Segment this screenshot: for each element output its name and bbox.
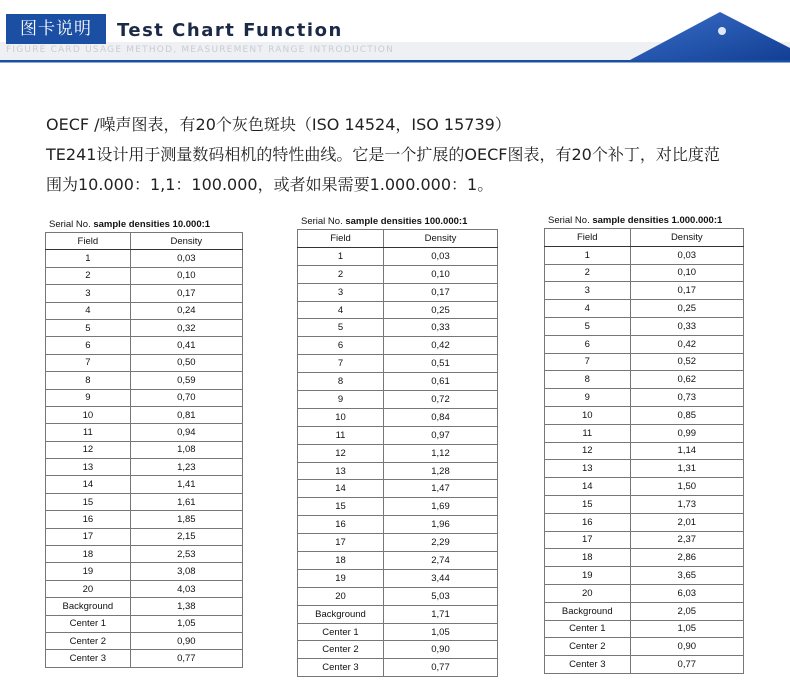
table-row [298,516,498,534]
density-cell: 0,70 [130,389,242,406]
field-cell: 20 [298,587,384,605]
field-cell: 4 [298,301,384,319]
table-row [46,372,243,389]
density-cell: 1,85 [130,511,242,528]
table-row [545,406,744,424]
density-cell: 2,74 [384,552,498,570]
field-cell: 17 [298,534,384,552]
density-cell: 1,96 [384,516,498,534]
field-cell: 5 [298,319,384,337]
table-row [545,531,744,549]
field-cell: 9 [46,389,131,406]
field-cell: 17 [46,528,131,545]
density-table [544,228,744,674]
density-cell: 0,17 [130,285,242,302]
field-cell: Center 2 [298,641,384,659]
table-row [298,391,498,409]
field-cell: 13 [545,460,631,478]
density-cell: 0,61 [384,373,498,391]
density-table-2 [297,215,498,677]
density-cell: 3,44 [384,569,498,587]
density-cell: 0,90 [630,638,743,656]
caption-prefix: Serial No. [301,216,346,227]
table-row [298,301,498,319]
density-cell: 1,41 [130,476,242,493]
field-cell: Center 3 [545,656,631,674]
field-cell: 3 [545,282,631,300]
density-cell: 1,61 [130,493,242,510]
density-cell: 1,05 [130,615,242,632]
caption-prefix: Serial No. [548,215,593,226]
density-cell: 0,77 [130,650,242,667]
density-cell: 1,73 [630,495,743,513]
field-cell: 3 [46,285,131,302]
table-caption [45,218,243,232]
density-cell: 3,08 [130,563,242,580]
table-row [46,528,243,545]
intro-line-3: 围为10.000：1,1：100.000，或者如果需要1.000.000：1。 [46,175,494,194]
field-cell: Center 3 [46,650,131,667]
field-cell: 17 [545,531,631,549]
table-row [545,246,744,264]
density-cell: 0,10 [130,267,242,284]
table-row [298,247,498,265]
density-cell: 0,03 [130,250,242,267]
density-cell: 1,23 [130,459,242,476]
field-cell: 9 [298,391,384,409]
field-cell: 20 [46,580,131,597]
field-cell: Background [46,598,131,615]
density-table-3 [544,214,744,674]
table-row [46,441,243,458]
column-header-density: Density [630,229,743,247]
table-row [545,389,744,407]
field-cell: 19 [46,563,131,580]
density-cell: 0,90 [130,632,242,649]
density-cell: 0,17 [630,282,743,300]
column-header-field: Field [545,229,631,247]
field-cell: 5 [46,319,131,336]
density-cell: 1,08 [130,441,242,458]
table-row [46,598,243,615]
table-row [545,371,744,389]
table-row [46,354,243,371]
density-cell: 0,42 [384,337,498,355]
density-cell: 0,33 [384,319,498,337]
density-cell: 1,12 [384,444,498,462]
field-cell: 2 [298,265,384,283]
table-row [545,478,744,496]
field-cell: 14 [46,476,131,493]
field-cell: 13 [46,459,131,476]
density-table [297,229,498,677]
density-cell: 0,73 [630,389,743,407]
density-cell: 6,03 [630,584,743,602]
field-cell: 14 [545,478,631,496]
density-cell: 0,03 [384,247,498,265]
field-cell: 6 [298,337,384,355]
table-row [298,426,498,444]
table-row [46,424,243,441]
field-cell: 1 [545,246,631,264]
field-cell: 18 [545,549,631,567]
intro-line-1: OECF /噪声图表，有20个灰色斑块（ISO 14524，ISO 15739） [46,115,511,134]
field-cell: 8 [545,371,631,389]
density-cell: 0,90 [384,641,498,659]
table-row [545,549,744,567]
density-cell: 0,03 [630,246,743,264]
density-cell: 0,10 [630,264,743,282]
density-cell: 0,10 [384,265,498,283]
table-row [298,605,498,623]
table-row [298,462,498,480]
header-banner [0,0,790,92]
table-row [545,282,744,300]
field-cell: 10 [545,406,631,424]
density-cell: 0,50 [130,354,242,371]
density-cell: 2,01 [630,513,743,531]
density-cell: 4,03 [130,580,242,597]
density-cell: 1,38 [130,598,242,615]
table-row [46,337,243,354]
table-row [298,623,498,641]
table-row [545,620,744,638]
table-row [46,285,243,302]
section-tag: 图卡说明 [6,14,106,44]
field-cell: 8 [46,372,131,389]
field-cell: 11 [46,424,131,441]
density-cell: 0,81 [130,406,242,423]
field-cell: 12 [545,442,631,460]
density-cell: 5,03 [384,587,498,605]
field-cell: 15 [545,495,631,513]
density-table-1 [45,218,243,668]
table-row [545,495,744,513]
density-cell: 2,37 [630,531,743,549]
table-row [545,602,744,620]
table-row [545,335,744,353]
density-cell: 0,52 [630,353,743,371]
caption-title: sample densities 1.000.000:1 [592,215,723,226]
page-subtitle: FIGURE CARD USAGE METHOD, MEASUREMENT RANGE INTRODUCTION [6,45,395,55]
density-cell: 1,69 [384,498,498,516]
field-cell: 6 [46,337,131,354]
field-cell: 4 [545,300,631,318]
density-cell: 1,47 [384,480,498,498]
density-cell: 0,62 [630,371,743,389]
table-row [298,337,498,355]
field-cell: 16 [545,513,631,531]
density-cell: 0,77 [384,659,498,677]
field-cell: 15 [298,498,384,516]
field-cell: 7 [46,354,131,371]
table-row [46,546,243,563]
field-cell: 18 [298,552,384,570]
table-row [46,267,243,284]
table-row [298,587,498,605]
table-row [298,534,498,552]
field-cell: 9 [545,389,631,407]
caption-title: sample densities 100.000:1 [345,216,468,227]
field-cell: 19 [298,569,384,587]
column-header-density: Density [384,230,498,248]
table-row [46,389,243,406]
density-cell: 0,33 [630,317,743,335]
table-row [545,584,744,602]
decorative-dot-icon [718,27,726,35]
field-cell: Background [298,605,384,623]
table-row [46,406,243,423]
density-cell: 0,84 [384,408,498,426]
column-header-field: Field [298,230,384,248]
table-row [545,317,744,335]
density-cell: 0,24 [130,302,242,319]
density-cell: 2,15 [130,528,242,545]
field-cell: 4 [46,302,131,319]
column-header-field: Field [46,233,131,250]
table-row [46,511,243,528]
density-table [45,232,243,668]
table-row [298,265,498,283]
table-row [46,632,243,649]
table-row [545,300,744,318]
table-row [298,659,498,677]
table-row [298,408,498,426]
density-cell: 0,99 [630,424,743,442]
field-cell: 7 [545,353,631,371]
table-row [298,480,498,498]
density-cell: 1,14 [630,442,743,460]
density-cell: 0,97 [384,426,498,444]
table-row [46,250,243,267]
field-cell: 7 [298,355,384,373]
density-cell: 0,51 [384,355,498,373]
field-cell: 11 [298,426,384,444]
density-cell: 0,17 [384,283,498,301]
density-cell: 0,72 [384,391,498,409]
density-cell: 2,53 [130,546,242,563]
table-row [298,641,498,659]
field-cell: 16 [46,511,131,528]
field-cell: 3 [298,283,384,301]
table-row [298,498,498,516]
table-row [298,373,498,391]
table-row [545,442,744,460]
density-cell: 0,42 [630,335,743,353]
intro-line-2: TE241设计用于测量数码相机的特性曲线。它是一个扩展的OECF图表，有20个补丁，对比度范 [46,145,720,164]
field-cell: 6 [545,335,631,353]
table-row [545,424,744,442]
table-row [298,569,498,587]
table-row [545,513,744,531]
density-cell: 1,50 [630,478,743,496]
table-row [545,638,744,656]
density-cell: 0,25 [630,300,743,318]
field-cell: 20 [545,584,631,602]
field-cell: Background [545,602,631,620]
density-cell: 2,05 [630,602,743,620]
table-row [46,563,243,580]
caption-title: sample densities 10.000:1 [93,219,211,230]
column-header-density: Density [130,233,242,250]
density-cell: 0,77 [630,656,743,674]
table-header-row [545,229,744,247]
density-cell: 0,25 [384,301,498,319]
table-row [46,650,243,667]
table-row [298,283,498,301]
field-cell: Center 3 [298,659,384,677]
field-cell: 10 [46,406,131,423]
table-row [298,319,498,337]
field-cell: Center 1 [545,620,631,638]
table-row [46,580,243,597]
density-cell: 0,94 [130,424,242,441]
field-cell: 15 [46,493,131,510]
caption-prefix: Serial No. [49,219,94,230]
table-caption [297,215,498,229]
density-cell: 0,32 [130,319,242,336]
field-cell: 5 [545,317,631,335]
table-row [46,319,243,336]
density-cell: 1,31 [630,460,743,478]
field-cell: 16 [298,516,384,534]
table-row [298,552,498,570]
density-cell: 1,28 [384,462,498,480]
table-row [46,493,243,510]
table-row [545,460,744,478]
field-cell: 12 [46,441,131,458]
field-cell: Center 1 [46,615,131,632]
intro-text [46,110,766,200]
density-cell: 2,86 [630,549,743,567]
table-row [298,355,498,373]
table-row [298,444,498,462]
table-caption [544,214,744,228]
table-row [545,656,744,674]
table-row [46,615,243,632]
field-cell: 1 [46,250,131,267]
table-row [46,302,243,319]
field-cell: Center 2 [545,638,631,656]
field-cell: 11 [545,424,631,442]
density-cell: 0,41 [130,337,242,354]
table-row [46,459,243,476]
page-title: Test Chart Function [117,20,343,41]
field-cell: 10 [298,408,384,426]
field-cell: 8 [298,373,384,391]
field-cell: 13 [298,462,384,480]
table-header-row [298,230,498,248]
field-cell: 18 [46,546,131,563]
field-cell: Center 1 [298,623,384,641]
table-header-row [46,233,243,250]
field-cell: 1 [298,247,384,265]
table-row [46,476,243,493]
table-row [545,353,744,371]
table-row [545,264,744,282]
density-cell: 1,71 [384,605,498,623]
density-cell: 1,05 [384,623,498,641]
field-cell: Center 2 [46,632,131,649]
density-cell: 3,65 [630,567,743,585]
field-cell: 12 [298,444,384,462]
density-cell: 0,85 [630,406,743,424]
field-cell: 19 [545,567,631,585]
density-cell: 2,29 [384,534,498,552]
density-cell: 1,05 [630,620,743,638]
density-cell: 0,59 [130,372,242,389]
field-cell: 2 [545,264,631,282]
field-cell: 14 [298,480,384,498]
field-cell: 2 [46,267,131,284]
table-row [545,567,744,585]
